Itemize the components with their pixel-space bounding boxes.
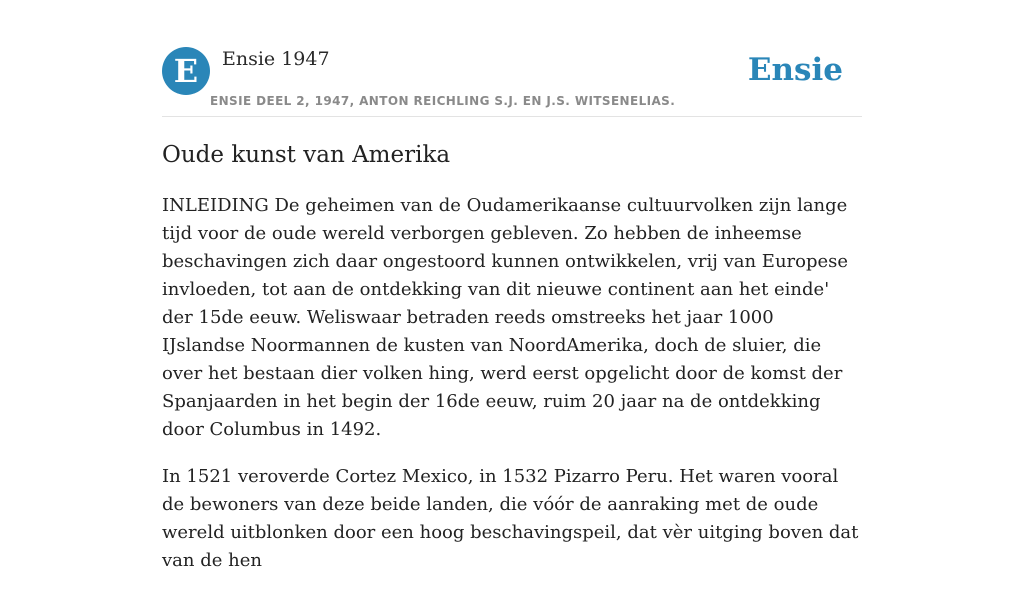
article-title: Oude kunst van Amerika (162, 142, 451, 168)
paragraph: INLEIDING De geheimen van de Oudamerikaanse cultuurvolken zijn lange tijd voor de oude wereld verborgen gebleven. Zo hebben de inheemse beschavingen zich daar ongestoord kunnen ontwikkelen, vrij van Europese invloeden, tot aan de ontdekking van dit nieuwe continent aan het einde' der 15de eeuw. Weliswaar betraden reeds omstreeks het jaar 1000 IJslandse Noormannen de kusten van NoordAmerika, doch de sluier, die over het bestaan dier volken hing, werd eerst opgelicht door de komst der Spanjaarden in het begin der 16de eeuw, ruim 20 jaar na de ontdekking door Columbus in 1492. (162, 195, 849, 440)
ensie-logo-icon[interactable]: E (162, 47, 210, 95)
article-body (162, 192, 862, 594)
site-header (162, 46, 862, 117)
source-subtitle: ENSIE DEEL 2, 1947, ANTON REICHLING S.J. EN J.S. WITSENELIAS. (210, 94, 676, 108)
brand-logo[interactable]: Ensie (747, 52, 843, 88)
paragraph: In 1521 veroverde Cortez Mexico, in 1532 Pizarro Peru. Het waren vooral de bewoners van deze beide landen, die vóór de aanraking met de oude wereld uitblonken door een hoog beschavingspeil, dat vèr uitging boven dat van de hen (162, 466, 859, 571)
site-title[interactable]: Ensie 1947 (222, 48, 330, 70)
